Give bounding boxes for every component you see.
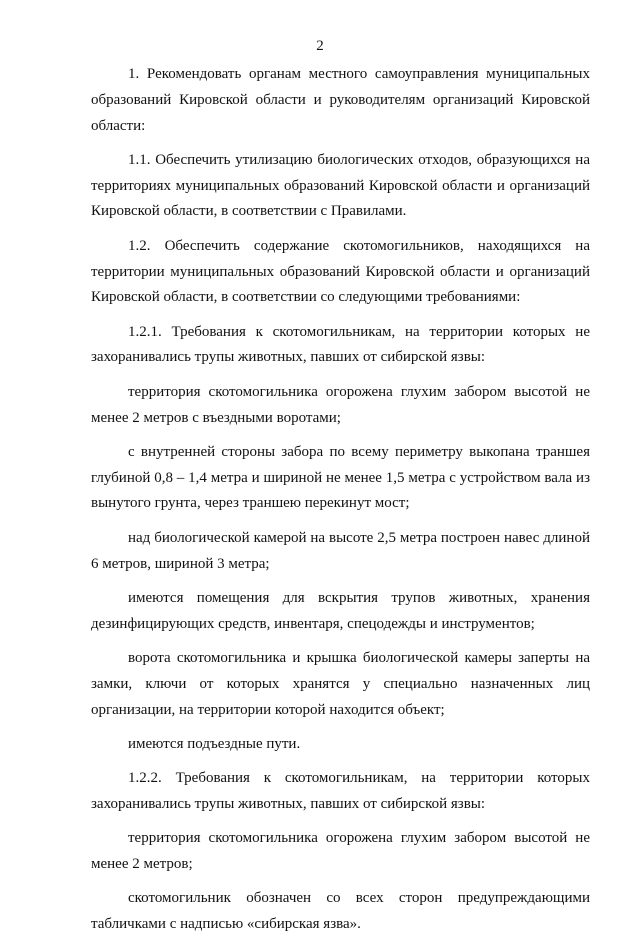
document-body bbox=[91, 62, 590, 946]
page-number: 2 bbox=[316, 38, 324, 54]
paragraph-1-2: 1.2. Обеспечить содержание скотомогильников, находящихся на территории муниципальных образований Кировской области и организаций Кировской области, в соответствии со следующими требованиями: bbox=[91, 237, 590, 306]
requirement-fence-anthrax: территория скотомогильника огорожена глухим забором высотой не менее 2 метров; bbox=[91, 830, 590, 873]
requirement-warning-signs: скотомогильник обозначен со всех сторон предупреждающими табличками с надписью «сибирская язва». bbox=[91, 890, 590, 933]
requirement-access-roads: имеются подъездные пути. bbox=[128, 735, 301, 752]
paragraph-1-1: 1.1. Обеспечить утилизацию биологических отходов, образующихся на территориях муниципальных образований Кировской области и организаций Кировской области, в соответствии с Правилами. bbox=[91, 151, 590, 220]
paragraph-1: 1. Рекомендовать органам местного самоуправления муниципальных образований Кировской области и руководителям организаций Кировской области: bbox=[91, 66, 590, 134]
requirement-trench: с внутренней стороны забора по всему периметру выкопана траншея глубиной 0,8 – 1,4 метра и шириной не менее 1,5 метра с устройством вала из вынутого грунта, через траншею перекинут мост; bbox=[91, 443, 590, 512]
requirement-locks: ворота скотомогильника и крышка биологической камеры заперты на замки, ключи от которых хранятся у специально назначенных лиц организации, на территории которой находится объект; bbox=[91, 649, 590, 718]
requirement-canopy: над биологической камерой на высоте 2,5 метра построен навес длиной 6 метров, шириной 3 метра; bbox=[91, 529, 590, 572]
paragraph-1-2-2: 1.2.2. Требования к скотомогильникам, на территории которых захоранивались трупы животных, павших от сибирской язвы: bbox=[91, 770, 590, 812]
requirement-rooms: имеются помещения для вскрытия трупов животных, хранения дезинфицирующих средств, инвентаря, спецодежды и инструментов; bbox=[91, 589, 590, 632]
paragraph-1-2-1: 1.2.1. Требования к скотомогильникам, на территории которых не захоранивались трупы животных, павших от сибирской язвы: bbox=[91, 323, 590, 366]
requirement-fence: территория скотомогильника огорожена глухим забором высотой не менее 2 метров с въездными воротами; bbox=[91, 383, 590, 426]
